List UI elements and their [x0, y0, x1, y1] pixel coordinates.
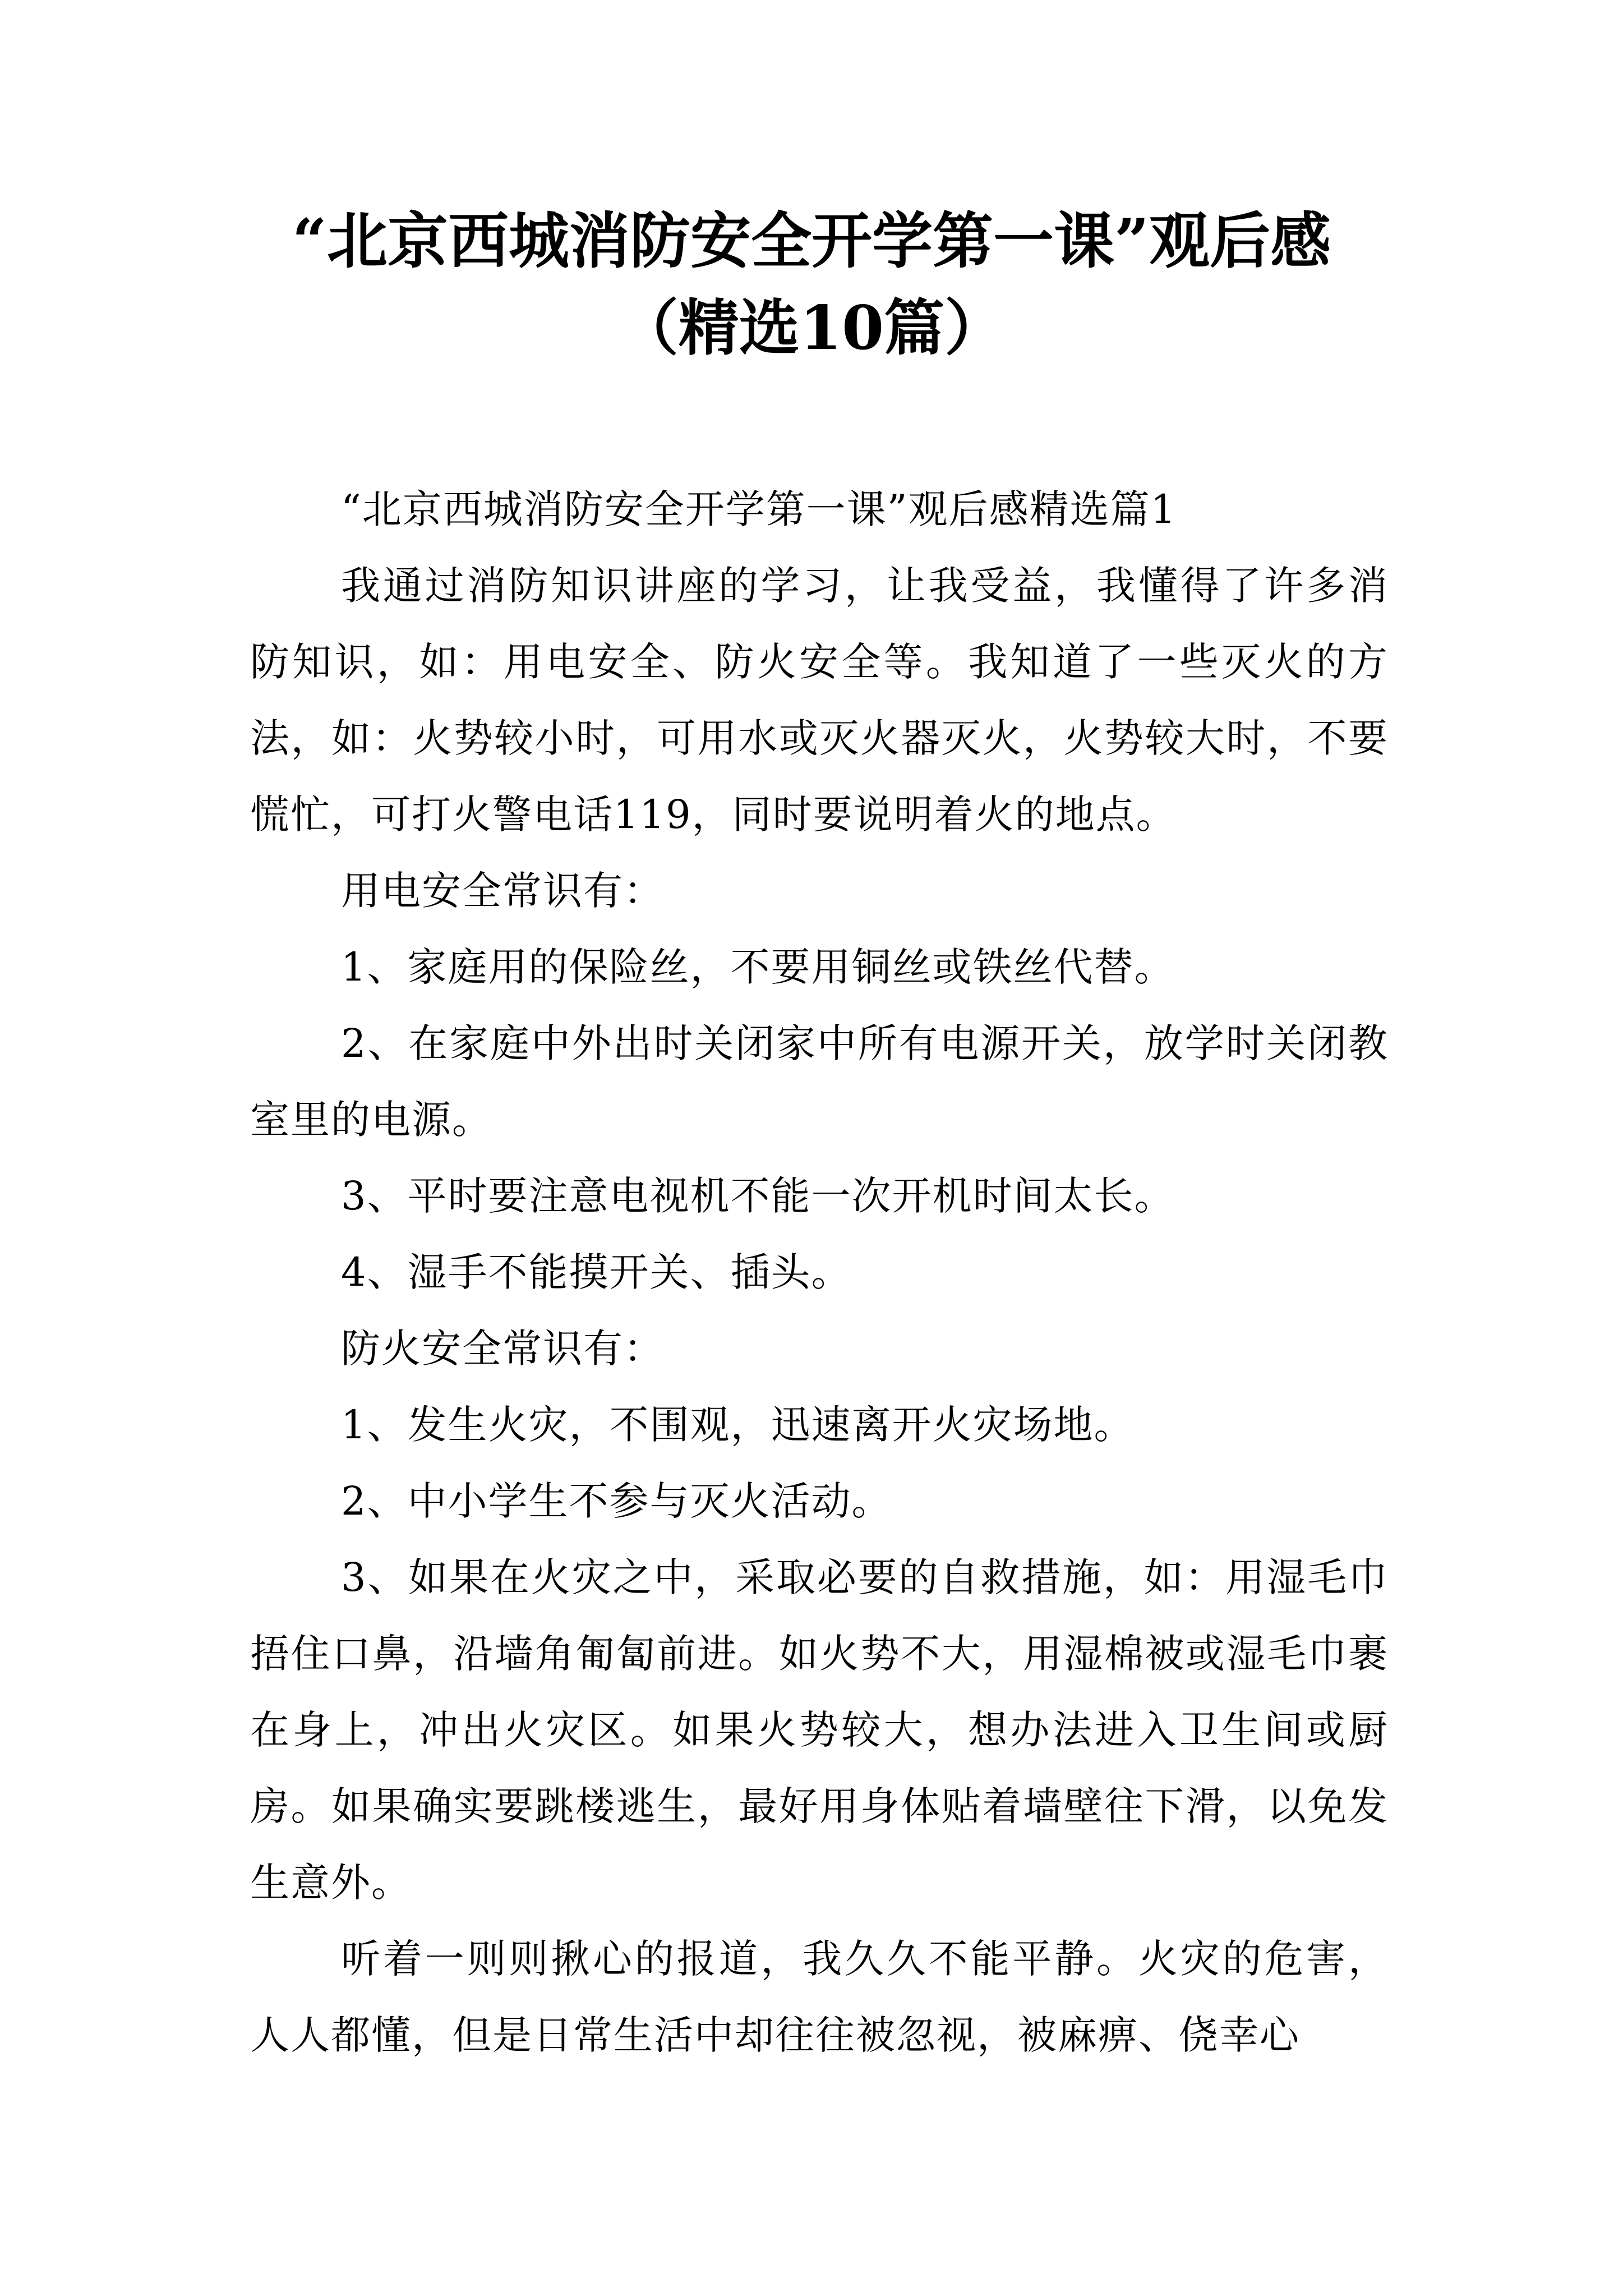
- document-body: [250, 471, 1389, 2073]
- section-heading: “北京西城消防安全开学第一课”观后感精选篇1: [341, 486, 1177, 532]
- paragraph: 我通过消防知识讲座的学习，让我受益，我懂得了许多消防知识，如：用电安全、防火安全等。我知道了一些灭火的方法，如：火势较小时，可用水或灭火器灭火，火势较大时，不要慌忙，可打火警电话119，同时要说明着火的地点。: [250, 563, 1389, 838]
- list-item: 4、湿手不能摸开关、插头。: [341, 1249, 852, 1295]
- paragraph: 听着一则则揪心的报道，我久久不能平静。火灾的危害，人人都懂，但是日常生活中却往往被忽视，被麻痹、侥幸心: [250, 1936, 1389, 2058]
- list-item: 1、发生火灾，不围观，迅速离开火灾场地。: [341, 1402, 1135, 1448]
- list-item: 2、在家庭中外出时关闭家中所有电源开关，放学时关闭教室里的电源。: [250, 1020, 1389, 1143]
- paragraph: 用电安全常识有：: [341, 868, 664, 914]
- document-subtitle: （精选10篇）: [617, 293, 1006, 364]
- list-item: 3、平时要注意电视机不能一次开机时间太长。: [341, 1173, 1175, 1219]
- document-title: “北京西城消防安全开学第一课”观后感: [292, 206, 1331, 277]
- list-item: 1、家庭用的保险丝，不要用铜丝或铁丝代替。: [341, 944, 1175, 990]
- list-item: 2、中小学生不参与灭火活动。: [341, 1478, 892, 1524]
- paragraph: 防火安全常识有：: [341, 1326, 664, 1372]
- list-item: 3、如果在火灾之中，采取必要的自救措施，如：用湿毛巾捂住口鼻，沿墙角匍匐前进。如火势不大，用湿棉被或湿毛巾裹在身上，冲出火灾区。如果火势较大，想办法进入卫生间或厨房。如果确实要跳楼逃生，最好用身体贴着墙壁往下滑，以免发生意外。: [250, 1554, 1389, 1906]
